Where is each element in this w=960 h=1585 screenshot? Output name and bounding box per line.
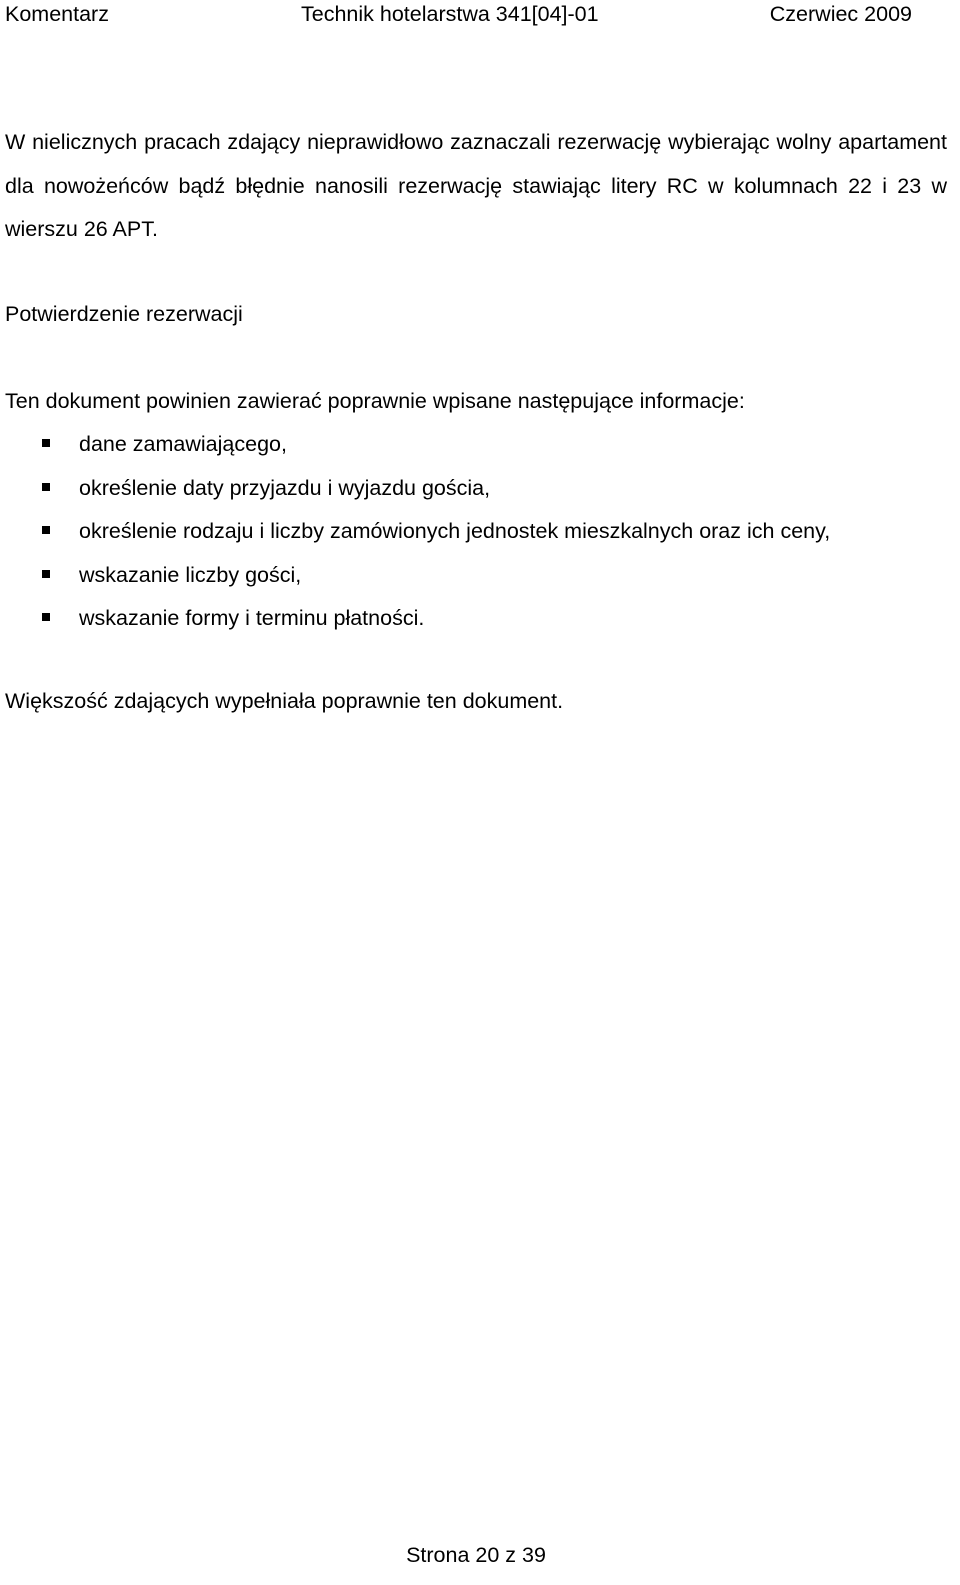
paragraph-intro: Ten dokument powinien zawierać poprawnie wpisane następujące informacje:: [5, 389, 745, 413]
list-item: [0, 554, 947, 598]
page-header: [5, 0, 912, 28]
list-item-text: określenie rodzaju i liczby zamówionych jednostek mieszkalnych oraz ich ceny,: [79, 519, 831, 543]
required-info-list: [0, 423, 947, 641]
list-item: [0, 510, 947, 554]
square-bullet-icon: [42, 570, 50, 578]
header-date: Czerwiec 2009: [769, 2, 912, 26]
page-number: Strona 20 z 39: [406, 1543, 546, 1567]
paragraph-conclusion: Większość zdających wypełniała poprawnie ten dokument.: [5, 689, 564, 713]
list-item: [0, 467, 947, 511]
header-doc-type: Komentarz: [5, 2, 109, 26]
list-item: [0, 423, 947, 467]
square-bullet-icon: [42, 613, 50, 621]
paragraph-reservation-errors: W nielicznych pracach zdający nieprawidłowo zaznaczali rezerwację wybierając wolny apartament dla nowożeńców bądź błędnie nanosili rezerwację stawiając litery RC w kolumnach 22 i 23 w wierszu 26 APT.: [5, 130, 947, 241]
list-item: [0, 597, 947, 641]
list-item-text: dane zamawiającego,: [79, 432, 287, 456]
section-title: Potwierdzenie rezerwacji: [5, 302, 243, 326]
list-item-text: określenie daty przyjazdu i wyjazdu gościa,: [79, 475, 491, 500]
header-profession: Technik hotelarstwa 341[04]-01: [301, 2, 599, 26]
square-bullet-icon: [42, 439, 50, 447]
square-bullet-icon: [42, 483, 50, 491]
list-item-text: wskazanie liczby gości,: [79, 562, 302, 587]
square-bullet-icon: [42, 526, 50, 534]
list-item-text: wskazanie formy i terminu płatności.: [79, 606, 425, 630]
